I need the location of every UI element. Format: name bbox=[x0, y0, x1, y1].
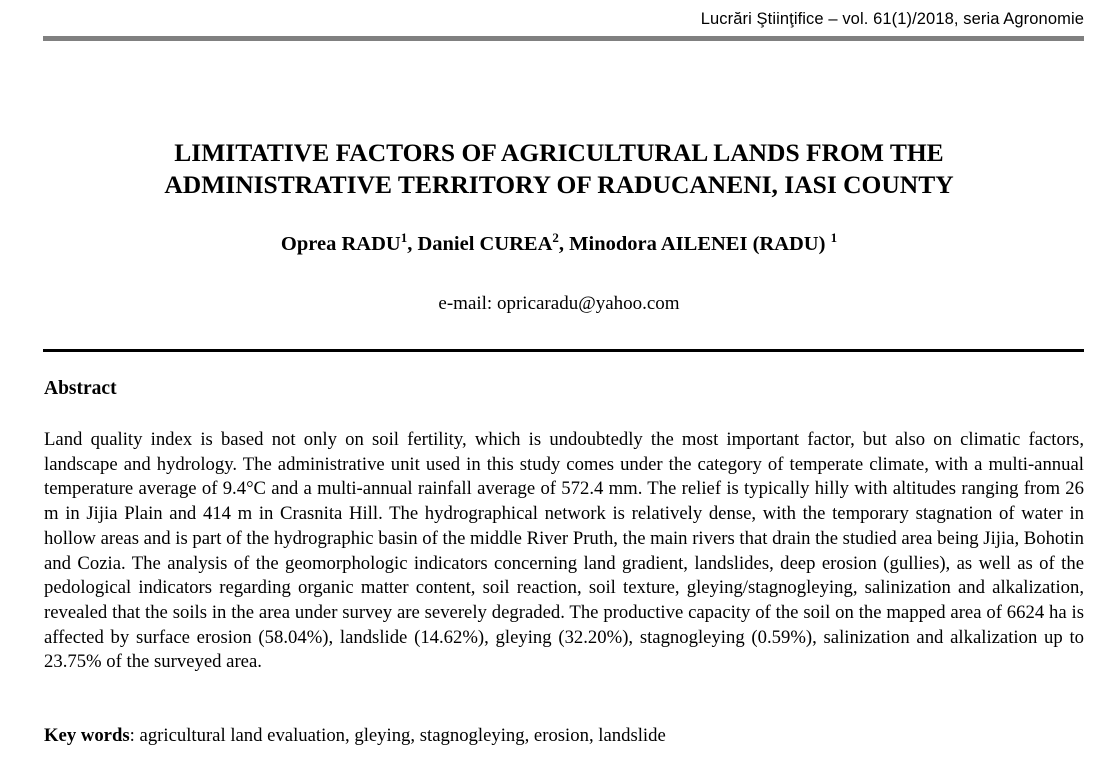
author-affiliation: 2 bbox=[552, 230, 559, 246]
abstract-text: Land quality index is based not only on soil fertility, which is undoubtedly the most important factor, but also on climatic factors, landscape and hydrology. The administrative unit used in this study comes under the category of temperate climate, with a multi-annual temperature average of 9.4°C and a multi-annual rainfall average of 572.4 mm. The relief is typically hilly with altitudes ranging from 26 m in Jijia Plain and 414 m in Crasnita Hill. The hydrographical network is relatively dense, with the temporary stagnation of water in hollow areas and is part of the hydrographic basin of the middle River Pruth, the main rivers that drain the studied area being Jijia, Bohotin and Cozia. The analysis of the geomorphologic indicators concerning land gradient, landslides, deep erosion (gullies), as well as of the pedological indicators regarding organic matter content, soil reaction, soil texture, gleying/stagnogleying, salinization and alkalization, revealed that the soils in the area under survey are severely degraded. The productive capacity of the soil on the mapped area of 6624 ha is affected by surface erosion (58.04%), landslide (14.62%), gleying (32.20%), stagnogleying (0.59%), salinization and alkalization up to 23.75% of the surveyed area. bbox=[44, 429, 1085, 673]
author-name: Oprea RADU bbox=[280, 233, 401, 255]
keywords bbox=[44, 725, 1084, 747]
author-name: Minodora AILENEI (RADU) bbox=[569, 233, 831, 255]
author-separator: , bbox=[407, 233, 418, 255]
author-affiliation: 1 bbox=[400, 230, 408, 246]
author-name: Daniel CUREA bbox=[417, 233, 553, 255]
header-rule bbox=[43, 36, 1084, 41]
section-divider bbox=[43, 349, 1084, 352]
abstract-heading: Abstract bbox=[44, 378, 117, 399]
paper-title-line-1: LIMITATIVE FACTORS OF AGRICULTURAL LANDS FROM THE bbox=[174, 138, 944, 167]
author-email: e-mail: opricaradu@yahoo.com bbox=[438, 293, 680, 314]
paper-title-line-2: ADMINISTRATIVE TERRITORY OF RADUCANENI, IASI COUNTY bbox=[164, 170, 954, 199]
keywords-text: : agricultural land evaluation, gleying, stagnogleying, erosion, landslide bbox=[129, 725, 666, 746]
author-list bbox=[0, 230, 1118, 256]
keywords-label: Key words bbox=[44, 725, 130, 746]
author-separator: , bbox=[558, 233, 570, 255]
author-affiliation: 1 bbox=[830, 230, 838, 246]
journal-header: Lucrări Ştiinţifice – vol. 61(1)/2018, seria Agronomie bbox=[700, 10, 1084, 28]
paper-title bbox=[0, 137, 1118, 201]
